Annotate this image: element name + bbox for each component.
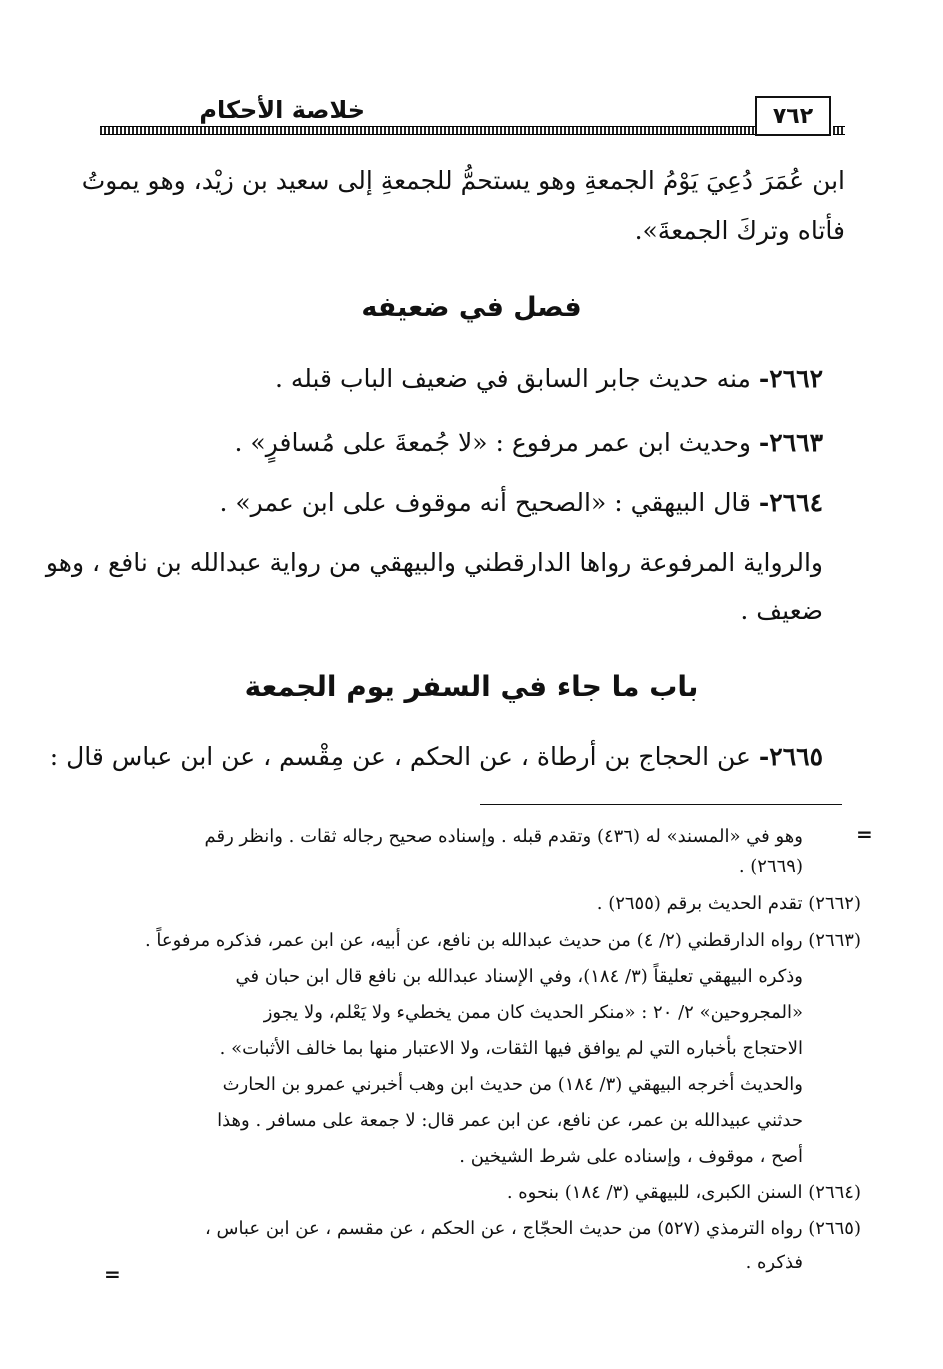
running-title: خلاصة الأحكام xyxy=(199,96,365,124)
footnote-line: (٢٦٦٤) السنن الكبرى، للبيهقي (٣/ ١٨٤) بنحوه . xyxy=(506,1182,861,1203)
footnote-line: (٢٦٦٣) رواه الدارقطني (٢/ ٤) من حديث عبدالله بن نافع، عن أبيه، عن ابن عمر، فذكره مرفوعاً . xyxy=(144,930,861,951)
footnote-line: والحديث أخرجه البيهقي (٣/ ١٨٤) من حديث ابن وهب أخبرني عمرو بن الحارث xyxy=(222,1074,803,1095)
footnote-line: الاحتجاج بأخباره التي لم يوافق فيها الثقات، ولا الاعتبار منها بما خالف الأثبات» . xyxy=(219,1038,803,1059)
paragraph-line-1: والرواية المرفوعة رواها الدارقطني والبيهقي من رواية عبدالله بن نافع ، وهو xyxy=(45,548,823,577)
page-header xyxy=(100,88,845,148)
entry-2664 xyxy=(219,488,823,517)
continuation-mark-bottom: = xyxy=(104,1262,121,1286)
entry-text: قال البيهقي : «الصحيح أنه موقوف على ابن عمر» . xyxy=(219,488,751,517)
footnote-line: (٢٦٦٩) . xyxy=(738,856,803,877)
hadith-2665 xyxy=(50,742,823,771)
paragraph-line-2: ضعيف . xyxy=(740,596,823,625)
footnote-line: أصح ، موقوف ، وإسناده على شرط الشيخين . xyxy=(459,1146,803,1167)
continuation-mark-top: = xyxy=(856,822,873,846)
entry-text: وحديث ابن عمر مرفوع : «لا جُمعةَ على مُسافرٍ» . xyxy=(234,428,751,457)
footnote-line: فذكره . xyxy=(745,1252,803,1273)
hadith-text: عن الحجاج بن أرطاة ، عن الحكم ، عن مِقْسم ، عن ابن عباس قال : xyxy=(49,742,751,771)
entry-2662 xyxy=(275,364,823,393)
hadith-number: ٢٦٦٥- xyxy=(758,742,823,771)
section-heading: فصل في ضعيفه xyxy=(361,292,582,323)
entry-text: منه حديث جابر السابق في ضعيف الباب قبله . xyxy=(274,364,751,393)
entry-number: ٢٦٦٤- xyxy=(758,488,823,517)
footnote-line: (٢٦٦٥) رواه الترمذي (٥٢٧) من حديث الحجّاج ، عن الحكم ، عن مقسم ، عن ابن عباس ، xyxy=(204,1218,861,1239)
footnote-line: (٢٦٦٢) تقدم الحديث برقم (٢٦٥٥) . xyxy=(596,893,861,914)
footnote-divider xyxy=(480,804,842,805)
footnote-line: حدثني عبيدالله بن عمر، عن نافع، عن ابن عمر قال: لا جمعة على مسافر . وهذا xyxy=(217,1110,803,1131)
header-rule-end xyxy=(833,126,845,135)
chapter-heading: باب ما جاء في السفر يوم الجمعة xyxy=(244,670,699,703)
entry-2663 xyxy=(235,428,823,457)
footnote-line: وذكره البيهقي تعليقاً (٣/ ١٨٤)، وفي الإسناد عبدالله بن نافع قال ابن حبان في xyxy=(235,966,803,987)
header-rule xyxy=(100,126,755,135)
footnote-line: وهو في «المسند» له (٤٣٦) وتقدم قبله . وإسناده صحيح رجاله ثقات . وانظر رقم xyxy=(204,826,803,847)
opening-line-1: ابن عُمَرَ دُعِيَ يَوْمُ الجمعةِ وهو يستحمُّ للجمعةِ إلى سعيد بن زيْد، وهو يموتُ xyxy=(81,166,845,195)
entry-number: ٢٦٦٣- xyxy=(758,428,823,457)
footnote-line: «المجروحين» ٢/ ٢٠ : «منكر الحديث كان ممن يخطيء ولا يَعْلم، ولا يجوز xyxy=(263,1002,803,1023)
entry-number: ٢٦٦٢- xyxy=(758,364,823,393)
page-number: ٧٦٢ xyxy=(755,96,831,136)
opening-line-2: فأتاه وتركَ الجمعةَ». xyxy=(634,216,845,245)
